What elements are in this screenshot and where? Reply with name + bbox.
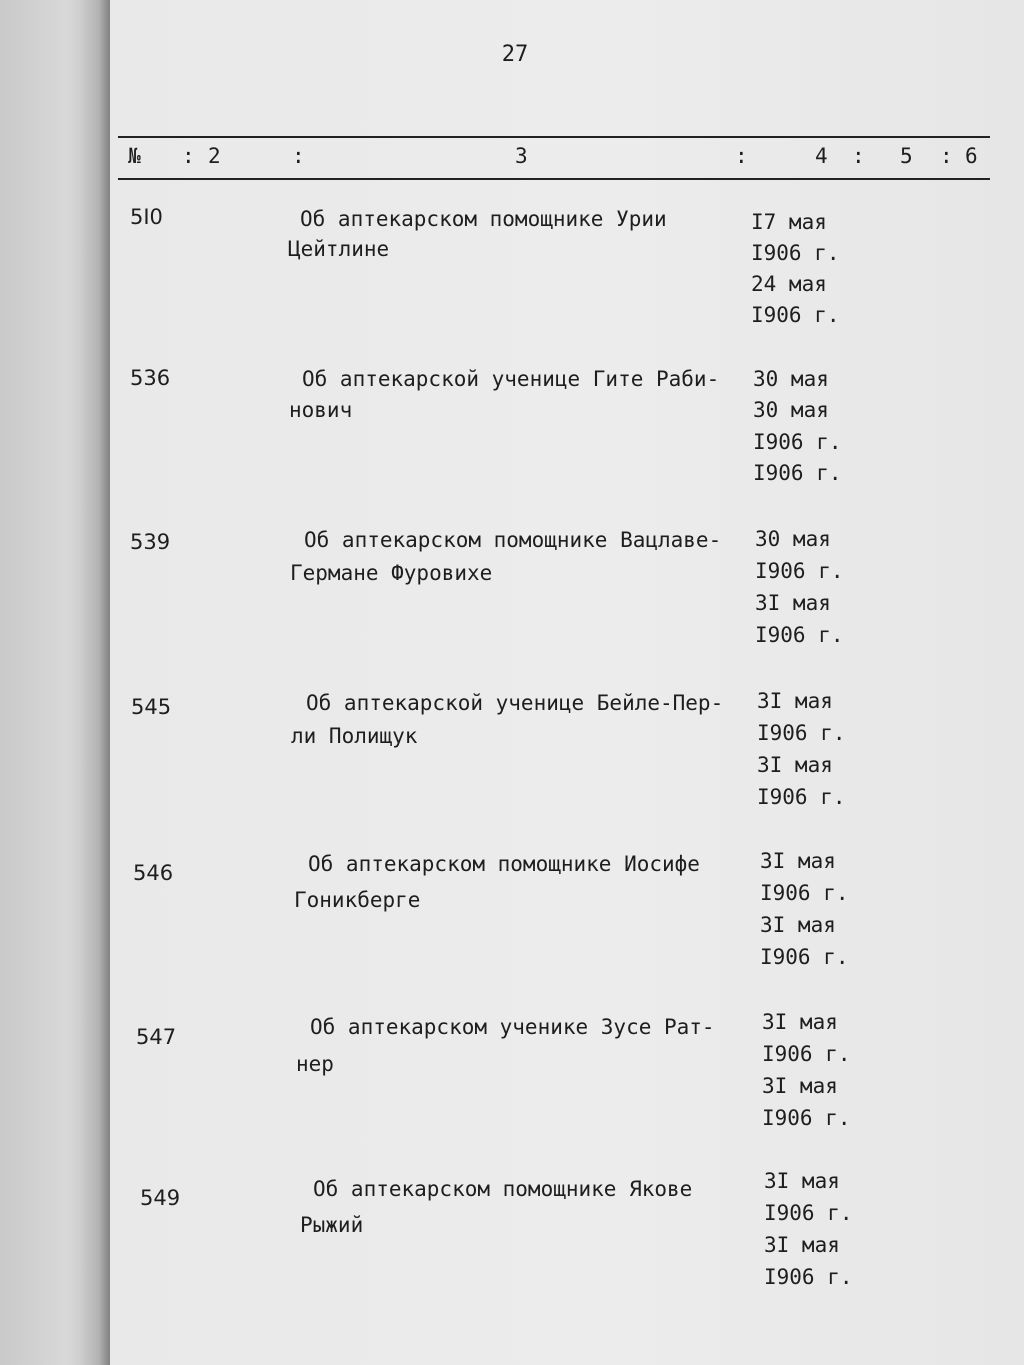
header-separator: : [182, 144, 195, 168]
case-title-line2: Цейтлине [288, 237, 390, 261]
date-end-day: 24 мая [751, 272, 827, 296]
case-title-line2: Германе Фуровихе [290, 561, 493, 585]
header-col-3: 3 [515, 144, 528, 168]
header-separator: : [940, 144, 953, 168]
date-start-day: 3I мая [760, 849, 836, 873]
page-number: 27 [501, 42, 529, 67]
page-fold-shadow [78, 0, 110, 1365]
date-end-year: I906 г. [762, 1106, 851, 1130]
header-col-2: 2 [208, 144, 221, 168]
case-title-line1: Об аптекарском помощнике Якове [313, 1177, 693, 1201]
case-title-line1: Об аптекарском помощнике Иосифе [308, 852, 700, 876]
date-start-day: 3I мая [762, 1010, 838, 1034]
case-title-line2: Рыжий [300, 1213, 364, 1237]
case-title-line1: Об аптекарском ученике Зусе Рат- [310, 1015, 715, 1039]
case-number: 546 [133, 861, 174, 885]
header-col-1: № [128, 144, 141, 168]
date-start-year: I906 г. [757, 721, 846, 745]
case-title-line1: Об аптекарской ученице Бейле-Пер- [306, 691, 724, 715]
date-end-year: I906 г. [753, 461, 842, 485]
header-separator: : [735, 144, 748, 168]
date-start-year: I906 г. [753, 430, 842, 454]
header-bottom-rule [118, 178, 990, 180]
case-title-line2: нер [296, 1052, 334, 1076]
header-top-rule [118, 136, 990, 138]
date-end-year: I906 г. [764, 1265, 853, 1289]
date-start-day: 3I мая [764, 1169, 840, 1193]
case-title-line1: Об аптекарском помощнике Урии [300, 207, 667, 231]
case-number: 547 [136, 1025, 177, 1049]
case-title-line2: Гоникберге [294, 888, 421, 912]
date-end-year: I906 г. [755, 623, 844, 647]
case-number: 536 [130, 366, 171, 390]
case-title-line1: Об аптекарском помощнике Вацлаве- [304, 528, 722, 552]
case-number: 549 [140, 1186, 181, 1210]
date-end-year: I906 г. [751, 303, 840, 327]
date-start-year: I906 г. [760, 881, 849, 905]
date-start-year: I906 г. [755, 559, 844, 583]
date-end-day: 30 мая [753, 398, 829, 422]
header-col-4: 4 [815, 144, 828, 168]
header-separator: : [292, 144, 305, 168]
date-start-day: I7 мая [751, 210, 827, 234]
date-start-year: I906 г. [762, 1042, 851, 1066]
case-title-line2: нович [289, 398, 353, 422]
case-title-line2: ли Полищук [291, 724, 418, 748]
case-number: 545 [131, 695, 172, 719]
date-end-day: 3I мая [755, 591, 831, 615]
date-end-day: 3I мая [764, 1233, 840, 1257]
date-end-year: I906 г. [757, 785, 846, 809]
header-col-6: 6 [965, 144, 978, 168]
date-end-day: 3I мая [757, 753, 833, 777]
date-end-day: 3I мая [762, 1074, 838, 1098]
header-col-5: 5 [900, 144, 913, 168]
case-number: 539 [130, 530, 171, 554]
date-start-day: 30 мая [755, 527, 831, 551]
date-start-day: 30 мая [753, 367, 829, 391]
case-number: 5I0 [130, 205, 163, 229]
header-separator: : [852, 144, 865, 168]
date-start-day: 3I мая [757, 689, 833, 713]
case-title-line1: Об аптекарской ученице Гите Раби- [302, 367, 720, 391]
date-end-day: 3I мая [760, 913, 836, 937]
date-start-year: I906 г. [751, 241, 840, 265]
date-start-year: I906 г. [764, 1201, 853, 1225]
date-end-year: I906 г. [760, 945, 849, 969]
